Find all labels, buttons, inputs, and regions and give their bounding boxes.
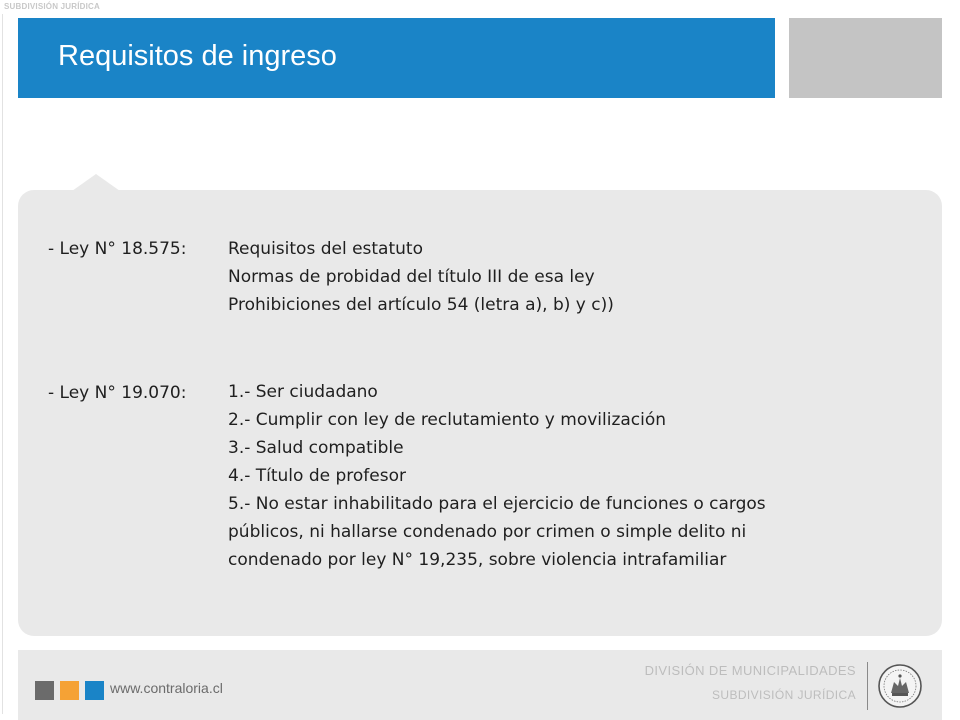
callout-pointer: [72, 174, 120, 191]
list-item: 5.- No estar inhabilitado para el ejercicio de funciones o cargos: [228, 494, 766, 514]
footer-square-gray: [35, 681, 54, 700]
contraloria-seal-icon: [877, 663, 923, 709]
list-item: condenado por ley N° 19,235, sobre violencia intrafamiliar: [228, 550, 727, 570]
list-item: 2.- Cumplir con ley de reclutamiento y movilización: [228, 410, 667, 430]
header-gray-block: [789, 18, 942, 98]
list-item: 1.- Ser ciudadano: [228, 382, 378, 402]
list-item: públicos, ni hallarse condenado por crimen o simple delito ni: [228, 522, 747, 542]
footer-divider: [867, 662, 868, 710]
division-name: DIVISIÓN DE MUNICIPALIDADES: [644, 663, 856, 678]
subdivision-name: SUBDIVISIÓN JURÍDICA: [711, 688, 856, 702]
page-title: Requisitos de ingreso: [58, 40, 337, 72]
list-item: Requisitos del estatuto: [228, 239, 423, 259]
list-item: Prohibiciones del artículo 54 (letra a), b) y c)): [228, 295, 614, 315]
footer-square-orange: [60, 681, 79, 700]
law-label-19070: - Ley N° 19.070:: [48, 383, 187, 403]
footer-square-blue: [85, 681, 104, 700]
title-bar: [18, 18, 775, 98]
list-item: Normas de probidad del título III de esa ley: [228, 267, 595, 287]
requirements-list-18575: [228, 235, 614, 319]
law-label-18575: - Ley N° 18.575:: [48, 239, 187, 259]
list-item: 3.- Salud compatible: [228, 438, 404, 458]
website-link[interactable]: www.contraloria.cl: [110, 680, 223, 696]
top-tag: SUBDIVISIÓN JURÍDICA: [4, 2, 101, 11]
frame-line: [2, 14, 3, 714]
list-item: 4.- Título de profesor: [228, 466, 406, 486]
requirements-list-19070: [228, 378, 766, 574]
